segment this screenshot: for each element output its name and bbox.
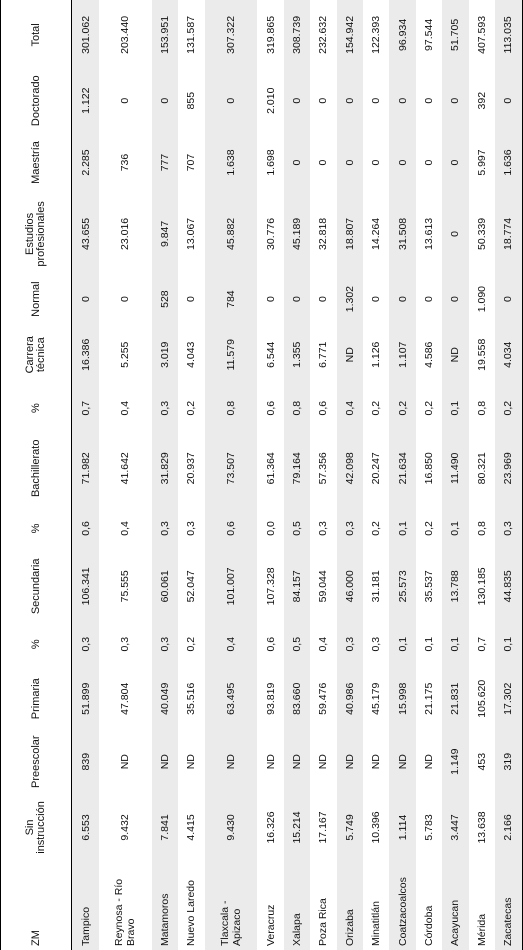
table-cell: 0 [442,132,468,194]
table-cell: 16.386 [72,324,100,386]
column-header: Bachillerato [1,431,72,506]
zm-name-cell: Minatitlán [363,862,389,950]
table-cell: ND [310,731,336,793]
table-cell: 0,2 [389,386,415,431]
table-cell: 0,1 [442,622,468,667]
table-cell: 0,3 [152,386,178,431]
column-header: % [1,506,72,551]
table-cell: 0 [337,132,363,194]
table-cell: 51.899 [72,667,100,731]
table-cell: 528 [152,274,178,323]
table-cell: 0,4 [337,386,363,431]
table-cell: 0,1 [389,622,415,667]
table-cell: 73.507 [205,431,258,506]
table-cell: 59.476 [310,667,336,731]
table-cell: 0,1 [495,622,523,667]
table-cell: 0 [284,274,310,323]
table-cell: 0 [416,132,442,194]
table-cell: 35.516 [178,667,204,731]
table-cell: 0,6 [257,386,283,431]
zm-name-cell: Poza Rica [310,862,336,950]
table-cell: 40.049 [152,667,178,731]
table-cell: 0,6 [257,622,283,667]
table-cell: 0 [284,132,310,194]
zm-name-cell: Acayucan [442,862,468,950]
table-cell: 2.285 [72,132,100,194]
table-cell: ND [152,731,178,793]
table-cell: 35.537 [416,551,442,622]
table-cell: 23.016 [99,193,152,274]
table-cell: 0,8 [469,506,495,551]
table-cell: 1.355 [284,324,310,386]
table-cell: 0,8 [469,386,495,431]
table-cell: 0,1 [442,386,468,431]
table-cell: 0,1 [389,506,415,551]
table-cell: 25.573 [389,551,415,622]
table-cell: 0,8 [284,386,310,431]
table-cell: 0,3 [495,506,523,551]
table-cell: 9.432 [99,793,152,863]
zm-name-cell: Veracruz [257,862,283,950]
table-cell: 4.586 [416,324,442,386]
table-cell: 0 [152,70,178,132]
column-header: Preescolar [1,731,72,793]
table-cell: 0,4 [310,622,336,667]
table-cell: 232.632 [310,0,336,70]
table-row [178,0,204,950]
table-cell: 101.007 [205,551,258,622]
table-cell: 0,3 [72,622,100,667]
table-cell: 0 [495,70,523,132]
table-cell: 1.090 [469,274,495,323]
table-cell: 5.749 [337,793,363,863]
table-cell: 707 [178,132,204,194]
table-cell: 46.000 [337,551,363,622]
table-cell: 16.850 [416,431,442,506]
column-header: % [1,622,72,667]
table-cell: 0,3 [310,506,336,551]
zm-name-cell: Matamoros [152,862,178,950]
table-cell: 1.302 [337,274,363,323]
table-cell: 6.553 [72,793,100,863]
table-cell: 130.185 [469,551,495,622]
table-cell: 1.114 [389,793,415,863]
column-header: Doctorado [1,70,72,132]
table-cell: 154.942 [337,0,363,70]
table-cell: 0,1 [442,506,468,551]
table-cell: 40.986 [337,667,363,731]
table-cell: 0 [284,70,310,132]
zm-name-cell: Tampico [72,862,100,950]
table-cell: 6.771 [310,324,336,386]
table-cell: 131.587 [178,0,204,70]
table-cell: 4.415 [178,793,204,863]
table-cell: 51.705 [442,0,468,70]
table-cell: 23.969 [495,431,523,506]
table-cell: 0,2 [363,386,389,431]
table-cell: 16.326 [257,793,283,863]
table-cell: ND [416,731,442,793]
table-cell: ND [178,731,204,793]
table-cell: 42.098 [337,431,363,506]
table-cell: 0 [257,274,283,323]
table-cell: 0,3 [337,622,363,667]
table-row [99,0,152,950]
table-cell: 0,5 [284,506,310,551]
table-cell: 0,1 [416,622,442,667]
table-cell: 0,8 [205,386,258,431]
table-cell: 0,2 [416,506,442,551]
table-cell: 31.508 [389,193,415,274]
table-cell: 4.034 [495,324,523,386]
table-cell: 0,2 [363,506,389,551]
table-row [152,0,178,950]
table-cell: 97.544 [416,0,442,70]
table-cell: 0 [442,274,468,323]
table-cell: 63.495 [205,667,258,731]
table-cell: 57.356 [310,431,336,506]
table-cell: 45.189 [284,193,310,274]
table-cell: 1.126 [363,324,389,386]
table-cell: 41.642 [99,431,152,506]
table-cell: 3.019 [152,324,178,386]
table-row [310,0,336,950]
column-header: Estudios profesionales [1,193,72,274]
table-cell: 0,2 [178,622,204,667]
table-cell: 153.951 [152,0,178,70]
table-cell: 0 [442,70,468,132]
table-cell: 0,3 [178,506,204,551]
table-cell: 0 [310,132,336,194]
table-cell: 2.010 [257,70,283,132]
table-row [257,0,283,950]
table-cell: 0 [363,132,389,194]
table-cell: 2.166 [495,793,523,863]
table-cell: 9.847 [152,193,178,274]
table-cell: 18.774 [495,193,523,274]
table-cell: 1.636 [495,132,523,194]
table-cell: 47.804 [99,667,152,731]
table-cell: 50.339 [469,193,495,274]
table-cell: 0,5 [284,622,310,667]
table-cell: 17.302 [495,667,523,731]
zm-name-cell: Zacatecas [495,862,523,950]
table-cell: 0,3 [152,622,178,667]
table-cell: 407.593 [469,0,495,70]
table-cell: 13.788 [442,551,468,622]
table-cell: 203.440 [99,0,152,70]
table-cell: 0 [389,132,415,194]
table-cell: 0,6 [72,506,100,551]
table-cell: 0 [495,274,523,323]
table-cell: 3.447 [442,793,468,863]
table-cell: 4.043 [178,324,204,386]
table-cell: 392 [469,70,495,132]
table-cell: ND [442,324,468,386]
table-cell: 15.214 [284,793,310,863]
table-cell: 9.430 [205,793,258,863]
table-cell: 31.829 [152,431,178,506]
table-cell: 0,3 [99,622,152,667]
table-body [72,0,523,950]
table-cell: 0,6 [310,386,336,431]
table-cell: 0 [310,70,336,132]
table-cell: 80.321 [469,431,495,506]
table-cell: 0 [72,274,100,323]
zm-name-cell: Tlaxcala - Apizaco [205,862,258,950]
zm-name-cell: Mérida [469,862,495,950]
table-cell: 784 [205,274,258,323]
table-cell: 20.937 [178,431,204,506]
table-cell: 105.620 [469,667,495,731]
table-cell: 839 [72,731,100,793]
column-header: % [1,386,72,431]
table-cell: 1.698 [257,132,283,194]
zm-name-cell: Coatzacoalcos [389,862,415,950]
table-cell: 13.613 [416,193,442,274]
zm-name-cell: Córdoba [416,862,442,950]
table-cell: 0,6 [205,506,258,551]
table-cell: 30.776 [257,193,283,274]
table-cell: 777 [152,132,178,194]
column-header: Maestría [1,132,72,194]
column-header: Normal [1,274,72,323]
table-cell: 75.555 [99,551,152,622]
table-row [469,0,495,950]
table-cell: 93.819 [257,667,283,731]
table-cell: 6.544 [257,324,283,386]
table-cell: 0 [178,274,204,323]
zm-name-cell: Nuevo Laredo [178,862,204,950]
table-cell: 0,4 [99,506,152,551]
table-cell: 0 [389,70,415,132]
table-cell: 19.558 [469,324,495,386]
table-cell: ND [337,731,363,793]
table-row [337,0,363,950]
table-cell: 31.181 [363,551,389,622]
table-cell: 319.865 [257,0,283,70]
table-cell: 10.396 [363,793,389,863]
column-header: Total [1,0,72,70]
table-cell: 0,4 [205,622,258,667]
table-cell: 5.997 [469,132,495,194]
column-header: Primaria [1,667,72,731]
table-cell: 0,2 [178,386,204,431]
table-cell: 17.167 [310,793,336,863]
table-cell: 15.998 [389,667,415,731]
table-row [495,0,523,950]
table-cell: 0 [99,274,152,323]
table-cell: 61.364 [257,431,283,506]
table-cell: 307.322 [205,0,258,70]
table-cell: 44.835 [495,551,523,622]
column-header: Secundaria [1,551,72,622]
table-cell: 0,7 [469,622,495,667]
column-header: ZM [1,862,72,950]
table-header [1,0,72,950]
table-cell: 0 [310,274,336,323]
table-cell: ND [99,731,152,793]
table-cell: ND [337,324,363,386]
table-cell: 14.264 [363,193,389,274]
table-cell: 11.579 [205,324,258,386]
table-cell: 5.783 [416,793,442,863]
table-cell: 11.490 [442,431,468,506]
table-cell: 319 [495,731,523,793]
table-cell: 0 [205,70,258,132]
table-cell: 79.164 [284,431,310,506]
table-cell: 5.255 [99,324,152,386]
table-cell: 0 [363,70,389,132]
table-cell: 21.831 [442,667,468,731]
table-cell: ND [284,731,310,793]
table-row [205,0,258,950]
table-cell: 736 [99,132,152,194]
table-cell: 0,2 [416,386,442,431]
zm-name-cell: Orizaba [337,862,363,950]
header-row [1,0,72,950]
table-row [363,0,389,950]
table-cell: 0,3 [363,622,389,667]
table-cell: 0 [416,274,442,323]
table-row [389,0,415,950]
table-cell: 20.247 [363,431,389,506]
table-cell: 59.044 [310,551,336,622]
table-cell: 0,2 [495,386,523,431]
table-cell: 106.341 [72,551,100,622]
table-cell: 21.634 [389,431,415,506]
table-cell: 1.149 [442,731,468,793]
zm-name-cell: Reynosa - Río Bravo [99,862,152,950]
table-cell: 0 [337,70,363,132]
table-cell: 84.157 [284,551,310,622]
table-row [72,0,100,950]
table-cell: 21.175 [416,667,442,731]
table-cell: 43.655 [72,193,100,274]
table-cell: 0,3 [152,506,178,551]
table-cell: 107.328 [257,551,283,622]
table-cell: 0 [442,193,468,274]
table-cell: 453 [469,731,495,793]
table-cell: 0,3 [337,506,363,551]
table-cell: 13.638 [469,793,495,863]
table-cell: 0 [389,274,415,323]
table-cell: 7.841 [152,793,178,863]
table-cell: 1.107 [389,324,415,386]
table-cell: 855 [178,70,204,132]
column-header: Sin instrucción [1,793,72,863]
table-row [416,0,442,950]
table-cell: 96.934 [389,0,415,70]
table-cell: 0 [416,70,442,132]
table-cell: 1.638 [205,132,258,194]
table-cell: 1.122 [72,70,100,132]
table-cell: 52.047 [178,551,204,622]
table-cell: 13.067 [178,193,204,274]
column-header: Carrera técnica [1,324,72,386]
table-cell: 45.179 [363,667,389,731]
table-cell: 122.393 [363,0,389,70]
table-cell: 18.807 [337,193,363,274]
table-cell: 45.882 [205,193,258,274]
zm-name-cell: Xalapa [284,862,310,950]
table-cell: 60.061 [152,551,178,622]
table-cell: 71.982 [72,431,100,506]
table-cell: ND [205,731,258,793]
table-cell: 0,0 [257,506,283,551]
table-row [442,0,468,950]
table-cell: 0,7 [72,386,100,431]
table-cell: 83.660 [284,667,310,731]
table-cell: ND [389,731,415,793]
table-cell: 113.035 [495,0,523,70]
table-cell: ND [363,731,389,793]
table-cell: 0 [363,274,389,323]
table-cell: 301.062 [72,0,100,70]
table-cell: 0 [99,70,152,132]
table-cell: 308.739 [284,0,310,70]
table-cell: 0,4 [99,386,152,431]
table-cell: 32.818 [310,193,336,274]
table-cell: ND [257,731,283,793]
table-row [284,0,310,950]
